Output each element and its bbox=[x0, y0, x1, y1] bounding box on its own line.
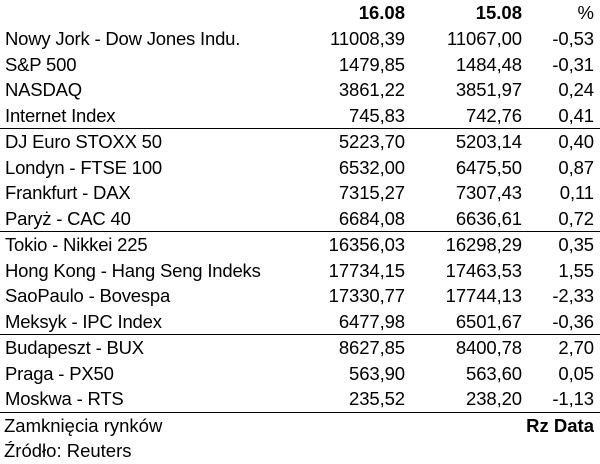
row-padding bbox=[594, 155, 600, 181]
footer-source: Źródło: Reuters bbox=[4, 440, 132, 461]
index-value-previous: 1484,48 bbox=[455, 53, 522, 75]
index-value-current: 11008,39 bbox=[330, 28, 405, 49]
index-percent-change: -0,36 bbox=[552, 310, 594, 332]
index-value-previous: 17463,53 bbox=[445, 259, 522, 281]
index-name: S&P 500 bbox=[5, 53, 77, 75]
table-row bbox=[0, 386, 600, 412]
index-value-previous: 17744,13 bbox=[445, 285, 522, 306]
index-value-current: 17734,15 bbox=[328, 259, 405, 281]
index-value-previous: 742,76 bbox=[466, 104, 522, 126]
index-name: Frankfurt - DAX bbox=[5, 182, 131, 203]
footer-brand-logo: Rz Data bbox=[522, 412, 594, 438]
index-name: Hong Kong - Hang Seng Indeks bbox=[5, 259, 261, 281]
index-percent-change: -2,33 bbox=[552, 285, 594, 306]
index-name: Nowy Jork - Dow Jones Indu. bbox=[5, 28, 241, 49]
table-row bbox=[0, 309, 600, 335]
table-row bbox=[0, 335, 600, 361]
index-value-current: 6532,00 bbox=[338, 156, 405, 178]
index-percent-change: 0,35 bbox=[522, 232, 594, 258]
index-value-previous: 8400,78 bbox=[405, 335, 522, 361]
index-percent-change: 0,11 bbox=[559, 182, 594, 203]
index-value-previous: 7307,43 bbox=[455, 182, 522, 203]
index-name: DJ Euro STOXX 50 bbox=[0, 129, 300, 155]
index-name: Tokio - Nikkei 225 bbox=[0, 232, 300, 258]
index-value-current: 1479,85 bbox=[338, 53, 405, 75]
footer-spacer bbox=[300, 412, 405, 438]
index-value-previous: 6636,61 bbox=[455, 207, 522, 229]
index-percent-change: 0,87 bbox=[558, 156, 594, 178]
index-value-current: 6477,98 bbox=[338, 310, 405, 332]
header-padding bbox=[594, 0, 600, 26]
index-value-previous: 5203,14 bbox=[405, 129, 522, 155]
table-row bbox=[0, 77, 600, 103]
index-value-previous: 6475,50 bbox=[455, 156, 522, 178]
table-row bbox=[0, 283, 600, 309]
row-padding bbox=[594, 283, 600, 309]
source-row bbox=[0, 438, 600, 464]
table-row bbox=[0, 232, 600, 258]
index-name: Moskwa - RTS bbox=[5, 388, 124, 409]
row-padding bbox=[594, 77, 600, 103]
row-padding bbox=[594, 232, 600, 258]
footer-title: Zamknięcia rynków bbox=[0, 412, 300, 438]
index-value-previous: 563,60 bbox=[466, 362, 522, 384]
index-name: Paryż - CAC 40 bbox=[5, 207, 131, 229]
index-value-current: 7315,27 bbox=[338, 182, 405, 203]
header-index-name bbox=[0, 0, 300, 26]
index-name: SaoPaulo - Bovespa bbox=[5, 285, 171, 306]
index-value-current: 6684,08 bbox=[338, 207, 405, 229]
index-value-current: 5223,70 bbox=[300, 129, 405, 155]
table-row bbox=[0, 180, 600, 206]
index-name: Praga - PX50 bbox=[5, 362, 114, 384]
row-padding bbox=[594, 412, 600, 438]
index-percent-change: 0,40 bbox=[522, 129, 594, 155]
header-row bbox=[0, 0, 600, 26]
index-percent-change: -0,31 bbox=[552, 53, 594, 75]
table-row bbox=[0, 26, 600, 52]
index-value-current: 3861,22 bbox=[338, 79, 405, 100]
index-percent-change: 0,24 bbox=[558, 79, 594, 100]
row-padding bbox=[594, 129, 600, 155]
index-value-current: 16356,03 bbox=[300, 232, 405, 258]
index-value-previous: 238,20 bbox=[466, 388, 522, 409]
table-row bbox=[0, 206, 600, 232]
row-padding bbox=[594, 103, 600, 129]
table-row bbox=[0, 103, 600, 129]
index-value-previous: 3851,97 bbox=[455, 79, 522, 100]
index-percent-change: 2,70 bbox=[522, 335, 594, 361]
header-date-1: 16.08 bbox=[358, 2, 405, 23]
index-percent-change: 0,41 bbox=[558, 104, 594, 126]
index-value-current: 563,90 bbox=[349, 362, 405, 384]
index-value-previous: 11067,00 bbox=[447, 28, 522, 49]
index-value-current: 235,52 bbox=[349, 388, 405, 409]
table-row bbox=[0, 129, 600, 155]
index-value-current: 17330,77 bbox=[328, 285, 405, 306]
index-name: NASDAQ bbox=[5, 79, 82, 100]
index-name: Internet Index bbox=[5, 104, 116, 126]
footer-row bbox=[0, 412, 600, 438]
index-percent-change: -0,53 bbox=[552, 28, 594, 49]
index-percent-change: 0,72 bbox=[558, 207, 594, 229]
index-name: Budapeszt - BUX bbox=[0, 335, 300, 361]
table-row bbox=[0, 258, 600, 284]
row-padding bbox=[594, 309, 600, 335]
row-padding bbox=[594, 52, 600, 78]
index-percent-change: 1,55 bbox=[558, 259, 594, 281]
table-row bbox=[0, 361, 600, 387]
footer-spacer bbox=[405, 412, 522, 438]
index-value-previous: 6501,67 bbox=[455, 310, 522, 332]
index-name: Londyn - FTSE 100 bbox=[5, 156, 163, 178]
index-percent-change: 0,05 bbox=[558, 362, 594, 384]
row-padding bbox=[594, 26, 600, 52]
index-value-previous: 16298,29 bbox=[405, 232, 522, 258]
row-padding bbox=[594, 206, 600, 232]
index-name: Meksyk - IPC Index bbox=[5, 310, 162, 332]
row-padding bbox=[594, 335, 600, 361]
header-date-2: 15.08 bbox=[475, 2, 522, 23]
index-percent-change: -1,13 bbox=[552, 388, 594, 409]
row-padding bbox=[594, 180, 600, 206]
row-padding bbox=[594, 258, 600, 284]
header-percent-change: % bbox=[577, 2, 594, 23]
index-value-current: 745,83 bbox=[349, 104, 405, 126]
table-row bbox=[0, 155, 600, 181]
index-value-current: 8627,85 bbox=[300, 335, 405, 361]
table-row bbox=[0, 52, 600, 78]
row-padding bbox=[594, 361, 600, 387]
row-padding bbox=[594, 386, 600, 412]
